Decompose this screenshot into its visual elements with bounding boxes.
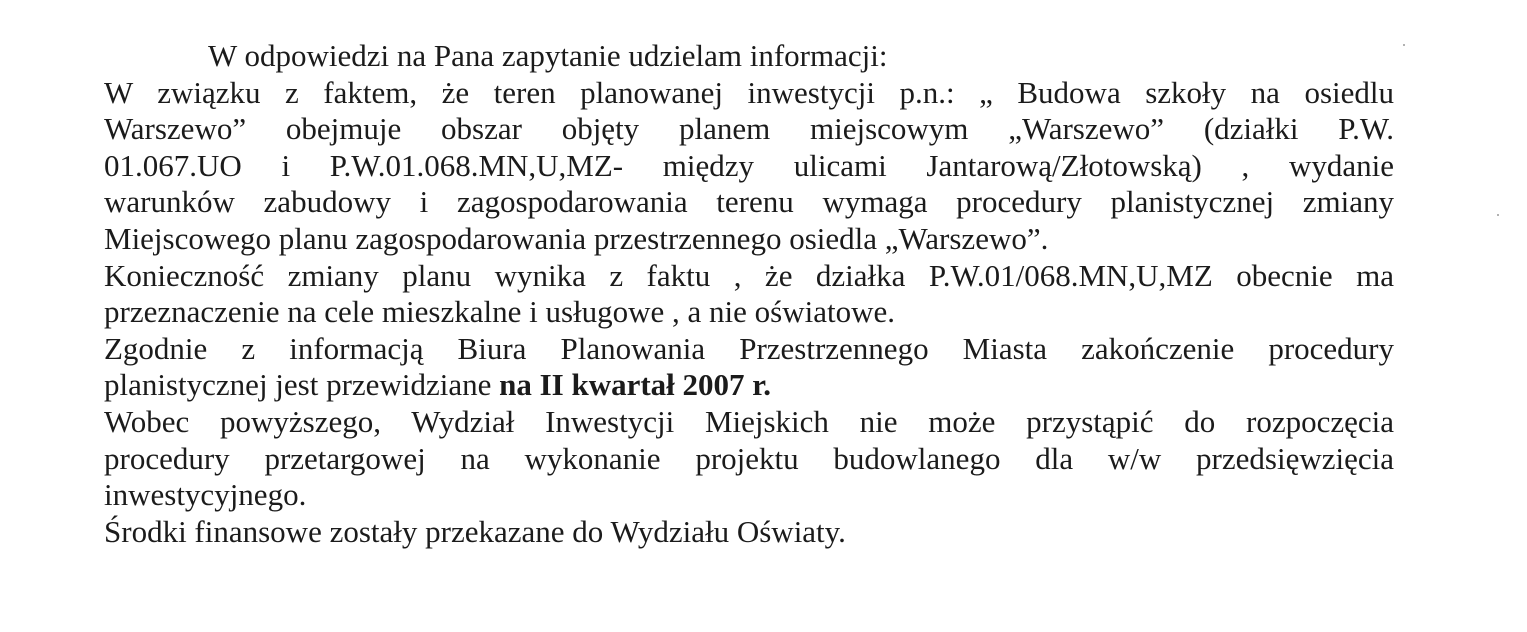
paragraph2-line-2: przeznaczenie na cele mieszkalne i usługowe , a nie oświatowe.: [104, 294, 895, 330]
paragraph4-line-3: inwestycyjnego.: [104, 477, 307, 513]
paragraph1-line-5: Miejscowego planu zagospodarowania przestrzennego osiedla „Warszewo”.: [104, 220, 1049, 256]
paragraph3-line-2: [104, 367, 1394, 404]
intro-line: W odpowiedzi na Pana zapytanie udzielam informacji:: [208, 38, 888, 73]
paragraph3-line-1: Zgodnie z informacją Biura Planowania Przestrzennego Miasta zakończenie procedury: [104, 330, 1394, 366]
paragraph1-line-1: W związku z faktem, że teren planowanej inwestycji p.n.: „ Budowa szkoły na osiedlu: [104, 74, 1394, 110]
paragraph1-line-4: warunków zabudowy i zagospodarowania terenu wymaga procedury planistycznej zmiany: [104, 184, 1394, 220]
paragraph5-line-1: Środki finansowe zostały przekazane do Wydziału Oświaty.: [104, 513, 846, 549]
paragraph1-line-2: Warszewo” obejmuje obszar objęty planem miejscowym „Warszewo” (działki P.W.: [104, 111, 1394, 147]
paragraph2-line-1: Konieczność zmiany planu wynika z faktu , że działka P.W.01/068.MN,U,MZ obecnie ma: [104, 257, 1394, 293]
letter-body: [104, 38, 1394, 550]
scan-speck: [1403, 44, 1405, 46]
paragraph3-line-2-text: planistycznej jest przewidziane: [104, 367, 500, 403]
scan-speck: [1497, 214, 1499, 216]
paragraph4-line-2: procedury przetargowej na wykonanie projektu budowlanego dla w/w przedsięwzięcia: [104, 440, 1394, 476]
paragraph4-line-1: Wobec powyższego, Wydział Inwestycji Miejskich nie może przystąpić do rozpoczęcia: [104, 403, 1394, 439]
deadline-bold-text: na II kwartał 2007 r.: [499, 367, 771, 403]
paragraph1-line-3: 01.067.UO i P.W.01.068.MN,U,MZ- między ulicami Jantarową/Złotowską) , wydanie: [104, 147, 1394, 183]
